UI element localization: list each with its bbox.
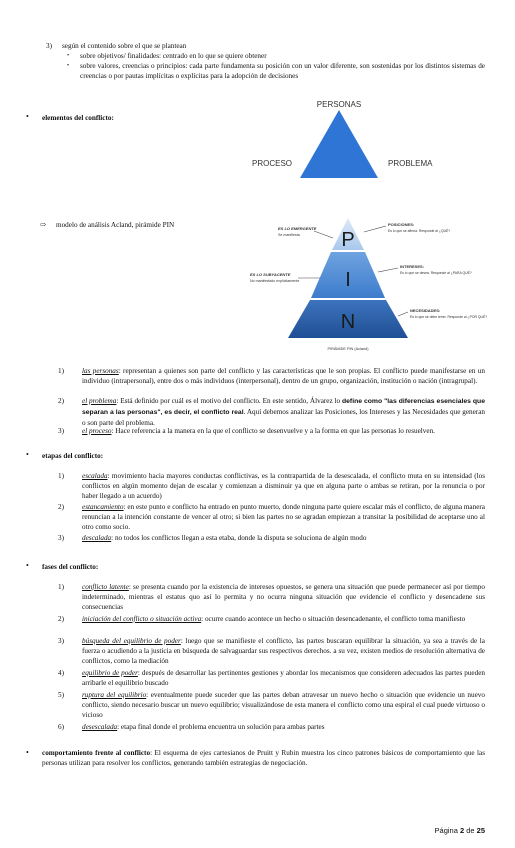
bullet-icon: • xyxy=(67,63,70,69)
list-item xyxy=(82,533,485,543)
bullet-icon: • xyxy=(26,561,29,570)
connector-line xyxy=(398,312,408,316)
right-label-title: POSICIONES: xyxy=(388,222,415,227)
term: equilibrio de poder xyxy=(82,669,138,677)
section-heading: elementos del conflicto: xyxy=(42,114,114,122)
paragraph xyxy=(42,748,485,768)
term: escalada xyxy=(82,472,108,480)
pyramid-letter-p: P xyxy=(341,229,355,251)
left-label-title: ES LO EMERGENTE xyxy=(278,226,317,231)
list-item xyxy=(82,614,485,624)
right-label-sub: Es lo que se debe tener. Responde al ¿POR QUÉ? xyxy=(410,315,488,319)
definition: : después de desarrollar las pertinentes gestiones y abordar los mecanismos que consideren adecuados las partes pueden arribarle el equilibrio buscado xyxy=(82,669,485,687)
list-number: 1) xyxy=(58,583,64,591)
list-number: 3) xyxy=(58,534,64,542)
definition: : movimiento hacia mayores conductas conflictivas, es la contrapartida de la desescalada, el conflicto muta en su intensidad (los conflictos en algún momento dejan de escalar y comienzan a disminuir ya que en alguna parte o ambas se retiran, por la renuncia o por haber llegado a un acuerdo) xyxy=(82,472,485,500)
term: conflicto latente xyxy=(82,583,129,591)
list-item xyxy=(82,396,485,428)
triangle-shape xyxy=(300,110,378,178)
bullet-icon: • xyxy=(26,450,29,459)
pin-intro-text: modelo de análisis Acland, pirámide PIN xyxy=(56,221,175,229)
left-label-title: ES LO SUBYACENTE xyxy=(250,272,291,277)
list-item xyxy=(82,426,485,436)
list-item xyxy=(82,471,485,501)
list-number: 1) xyxy=(58,472,64,480)
bullet-icon: • xyxy=(26,112,29,121)
term: el proceso xyxy=(82,427,112,435)
left-label-sub: Se manifiesta xyxy=(278,233,300,237)
definition: : representan a quienes son parte del conflicto y las características que le son propias. El conflicto puede manifestarse en un individuo (intrapersonal), entre dos o más individuos (interpersonal), dentro de un grupo, organización, institución o nación (intragrupal). xyxy=(82,367,485,385)
right-label-sub: Es lo que se desea. Responde al ¿PARA QUÉ? xyxy=(400,271,472,275)
right-label-title: INTERESES: xyxy=(400,264,425,269)
pyramid-caption: PIRÁMIDE PIN (Acland) xyxy=(327,347,369,351)
arrow-icon: ⇨ xyxy=(40,221,47,229)
triangle-label-top: PERSONAS xyxy=(316,100,362,109)
triangle-label-right: PROBLEMA xyxy=(388,159,433,168)
definition-rest: . Aquí debemos analizar las Posiciones, los Intereses y las Necesidades que generan o son parte del problema. xyxy=(82,408,485,427)
right-label-title: NECESIDADES: xyxy=(410,308,441,313)
term: iniciación del conflicto o situación activa xyxy=(82,615,202,623)
left-label-sub: No manifestado explícitamente xyxy=(250,279,300,283)
definition: : se presenta cuando por la existencia de intereses opuestos, se genera una situación que puede permanecer así por tiempo indeterminado, mientras el estatus quo así lo permita y no ocurra ninguna situación que evidencie el conflicto y desencadene sus consecuencias xyxy=(82,583,485,611)
definition: : luego que se manifieste el conflicto, las partes buscaran equilibrar la situación, ya sea a través de la fuerza o acudiendo a la justicia en búsqueda de salvaguardar sus respectivos derechos. a su vez, existen medios de resolución alternativa de conflictos, como la mediación xyxy=(82,637,485,665)
page-total: 25 xyxy=(476,826,485,835)
footer-middle: de xyxy=(464,826,477,835)
definition: : en este punto e conflicto ha entrado en punto muerto, donde ninguna parte quiere escalar más el conflicto, de alguna manera renuncian a la intención constante de vencer al otro; si bien las partes no se agradan empiezan a transitar la posibilidad de aceptarse uno al otro como socio. xyxy=(82,503,485,531)
triangle-label-left: PROCESO xyxy=(252,159,293,168)
footer-prefix: Página xyxy=(434,826,460,835)
page-number: 2 xyxy=(459,826,465,835)
term: el problema xyxy=(82,397,117,405)
list-number: 2) xyxy=(58,615,64,623)
list-number: 1) xyxy=(58,367,64,375)
pyramid-letter-n: N xyxy=(340,311,356,333)
list-number: 4) xyxy=(58,669,64,677)
bullet-icon: • xyxy=(67,53,70,59)
sub-bullet-text: sobre valores, creencias o principios: cada parte fundamenta su posición con un valor diferente, son sostenidas por los distintos sistemas de creencias o por pautas implícitas o explícitas para la adopción de decisiones xyxy=(80,62,485,80)
list-item xyxy=(82,636,485,666)
list-item xyxy=(82,366,485,386)
list-item-text: según el contenido sobre el que se plantean xyxy=(62,42,187,50)
term: desescalada xyxy=(82,723,118,731)
list-number: 3) xyxy=(58,637,64,645)
term: estancamiento xyxy=(82,503,124,511)
section-heading: fases del conflicto: xyxy=(42,563,99,571)
term: las personas xyxy=(82,367,119,375)
section-heading: comportamiento frente al conflicto xyxy=(42,749,151,757)
elements-triangle-diagram xyxy=(240,100,440,185)
list-number: 2) xyxy=(58,503,64,511)
section-heading: etapas del conflicto: xyxy=(42,452,104,460)
list-number: 3) xyxy=(58,427,64,435)
list-item xyxy=(82,668,485,688)
list-number: 6) xyxy=(58,723,64,731)
connector-line xyxy=(314,231,333,238)
definition: : eventualmente puede suceder que las partes deban atravesar un nuevo hecho o situación que evidencie un nuevo conflicto, siendo necesario buscar un nuevo equilibrio; visualizándose de esta manera el conflicto como una espiral el cual puede virtuoso o vicioso xyxy=(82,691,485,719)
paragraph-text: : El esquema de ejes cartesianos de Pruitt y Rubin muestra los cinco patrones básicos de comportamiento que las personas utilizan para resolver los conflictos, generando también estrategias de negociación. xyxy=(42,749,485,767)
sub-bullet-text: sobre objetivos/ finalidades: centrado en lo que se quiere obtener xyxy=(80,52,267,60)
term: ruptura del equilibrio xyxy=(82,691,147,699)
bold-quote: define como "las diferencias esenciales que separan a las personas", es decir, el conflicto real xyxy=(82,398,485,416)
pyramid-letter-i: I xyxy=(345,269,351,291)
term: descalada xyxy=(82,534,112,542)
page-footer xyxy=(435,826,485,835)
list-number: 3) xyxy=(46,42,52,50)
definition: : no todos los conflictos llegan a esta etaba, donde la disputa se soluciona de algún modo xyxy=(111,534,367,542)
definition: : etapa final donde el problema encuentra un solución para ambas partes xyxy=(117,723,325,731)
list-item xyxy=(82,582,485,612)
term: búsqueda del equilibrio de poder xyxy=(82,637,181,645)
definition: : Hace referencia a la manera en la que el conflicto se desenvuelve y a la forma en que las personas lo resuelven. xyxy=(111,427,435,435)
connector-line xyxy=(364,226,386,232)
bullet-icon: • xyxy=(26,748,29,757)
right-label-sub: Es lo que se afirma. Responde al ¿QUÉ? xyxy=(388,229,451,233)
list-number: 2) xyxy=(58,397,64,405)
list-item xyxy=(82,722,485,732)
list-item xyxy=(82,690,485,720)
definition: : Está definido por cuál es el motivo del conflicto. En este sentido, Álvarez lo xyxy=(116,397,342,405)
list-number: 5) xyxy=(58,691,64,699)
definition: : ocurre cuando acontece un hecho o situación desencadenante, el conflicto toma manifiesto xyxy=(201,615,466,623)
pin-pyramid-diagram xyxy=(248,216,488,358)
connector-line xyxy=(378,268,398,272)
list-item xyxy=(82,502,485,532)
